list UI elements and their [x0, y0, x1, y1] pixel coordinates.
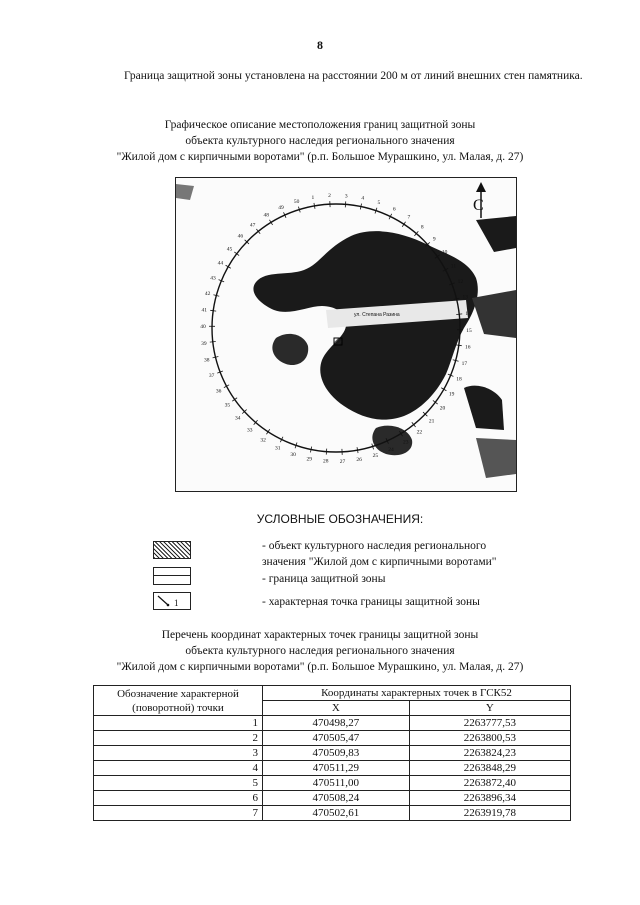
- x-cell: 470498,27: [263, 716, 410, 731]
- coords-heading-line3: "Жилой дом с кирпичными воротами" (р.п. Большое Мурашкино, ул. Малая, д. 27): [116, 661, 524, 673]
- legend-title: УСЛОВНЫЕ ОБОЗНАЧЕНИЯ:: [256, 512, 424, 526]
- boundary-point-label: 5: [377, 200, 381, 207]
- boundary-point-label: 27: [339, 458, 346, 465]
- north-arrow-icon: [473, 182, 486, 218]
- point-cell: 1: [94, 716, 263, 731]
- boundary-point-label: 1: [311, 195, 315, 202]
- boundary-point-label: 26: [356, 456, 362, 463]
- table-row: [94, 791, 571, 806]
- legend-boundary-symbol: [153, 567, 191, 585]
- x-cell: 470505,47: [263, 731, 410, 746]
- boundary-point-label: 10: [441, 249, 448, 256]
- zone-map: [175, 177, 517, 492]
- table-row: [94, 716, 571, 731]
- boundary-point-label: 42: [204, 291, 211, 298]
- boundary-point-label: 37: [208, 373, 215, 380]
- legend-item-boundary: - граница защитной зоны: [262, 573, 386, 585]
- y-cell: 2263848,29: [409, 761, 570, 776]
- boundary-point-label: 21: [428, 418, 435, 425]
- boundary-point-label: 4: [361, 195, 365, 202]
- coords-heading: [0, 627, 640, 675]
- table-row: [94, 731, 571, 746]
- boundary-point-label: 20: [439, 405, 446, 412]
- zone-map-drawing: [176, 178, 516, 491]
- boundary-point-label: 25: [372, 453, 379, 460]
- table-header-group: Координаты характерных точек в ГСК52: [263, 686, 571, 701]
- boundary-point-label: 39: [201, 340, 207, 347]
- intro-paragraph: Граница защитной зоны установлена на расстоянии 200 м от линий внешних стен памятника.: [124, 70, 583, 82]
- coords-heading-line1: Перечень координат характерных точек границы защитной зоны: [161, 629, 479, 641]
- x-cell: 470509,83: [263, 746, 410, 761]
- boundary-point-label: 23: [402, 439, 409, 446]
- boundary-point-label: 18: [456, 376, 462, 383]
- boundary-point-label: 46: [237, 233, 244, 240]
- boundary-point-label: 49: [278, 204, 284, 211]
- boundary-point-tick: [314, 203, 315, 209]
- y-cell: 2263824,23: [409, 746, 570, 761]
- boundary-point-tick: [210, 310, 216, 311]
- boundary-point-label: 35: [224, 402, 231, 409]
- boundary-point-label: 6: [392, 206, 396, 213]
- monument-marker: [334, 338, 342, 345]
- table-body: [94, 716, 571, 821]
- table-row: [94, 776, 571, 791]
- boundary-point-label: 22: [416, 429, 423, 436]
- boundary-point-label: 9: [432, 236, 436, 243]
- page-number: 8: [317, 38, 323, 52]
- boundary-point-label: 2: [328, 193, 331, 200]
- boundary-point-label: 41: [201, 307, 208, 314]
- boundary-point-label: 3: [344, 193, 348, 200]
- legend-monument-symbol: [153, 541, 191, 559]
- point-cell: 5: [94, 776, 263, 791]
- boundary-point-label: 32: [260, 437, 266, 444]
- street-label: ул. Степана Разина: [354, 312, 400, 318]
- legend-item-monument-line2: значения "Жилой дом с кирпичными воротами": [262, 556, 497, 568]
- x-cell: 470508,24: [263, 791, 410, 806]
- y-cell: 2263919,78: [409, 806, 570, 821]
- point-cell: 7: [94, 806, 263, 821]
- boundary-point-label: 38: [203, 357, 210, 364]
- legend-item-monument-line1: - объект культурного наследия регионального: [262, 540, 487, 552]
- coordinates-table: [93, 685, 571, 821]
- x-cell: 470511,29: [263, 761, 410, 776]
- x-cell: 470502,61: [263, 806, 410, 821]
- point-cell: 2: [94, 731, 263, 746]
- boundary-point-label: 34: [235, 415, 241, 422]
- point-cell: 6: [94, 791, 263, 806]
- boundary-point-label: 14: [465, 311, 471, 318]
- table-row: [94, 806, 571, 821]
- boundary-point-label: 17: [461, 360, 468, 367]
- boundary-point-tick: [456, 345, 462, 346]
- map-heading-line1: Графическое описание местоположения границ защитной зоны: [164, 119, 476, 131]
- boundary-point-label: 48: [263, 212, 270, 219]
- boundary-point-tick: [357, 447, 358, 453]
- map-heading-line2: объекта культурного наследия регионального значения: [185, 135, 455, 147]
- y-cell: 2263896,34: [409, 791, 570, 806]
- map-heading: [0, 117, 640, 165]
- legend-item-point: - характерная точка границы защитной зоны: [262, 596, 480, 608]
- boundary-point-label: 7: [407, 214, 411, 221]
- boundary-point-label: 11: [450, 263, 457, 270]
- boundary-point-label: 19: [448, 391, 455, 398]
- legend-point-symbol: [153, 592, 191, 610]
- boundary-point-label: 12: [457, 278, 464, 285]
- table-header-row: [94, 686, 571, 701]
- boundary-point-label: 15: [466, 327, 472, 334]
- boundary-point-tick: [210, 341, 216, 342]
- y-cell: 2263777,53: [409, 716, 570, 731]
- boundary-point-label: 44: [217, 260, 224, 267]
- y-cell: 2263800,53: [409, 731, 570, 746]
- boundary-point-label: 16: [464, 344, 471, 351]
- y-cell: 2263872,40: [409, 776, 570, 791]
- map-heading-line3: "Жилой дом с кирпичными воротами" (р.п. Большое Мурашкино, ул. Малая, д. 27): [116, 151, 524, 163]
- point-cell: 3: [94, 746, 263, 761]
- boundary-point-label: 28: [323, 458, 329, 465]
- point-marker-icon: [154, 593, 190, 609]
- boundary-point-label: 40: [200, 324, 206, 331]
- map-terrain: [176, 184, 516, 478]
- boundary-point-label: 45: [226, 246, 233, 253]
- x-cell: 470511,00: [263, 776, 410, 791]
- boundary-point-label: 8: [420, 224, 424, 231]
- coords-heading-line2: объекта культурного наследия регионального значения: [185, 645, 455, 657]
- legend-item-monument: [262, 538, 497, 570]
- boundary-point-label: 43: [210, 275, 216, 282]
- point-cell: 4: [94, 761, 263, 776]
- north-label: С: [473, 197, 484, 214]
- boundary-point-label: 24: [388, 447, 394, 454]
- boundary-point-label: 50: [293, 198, 300, 205]
- boundary-point-label: 33: [247, 427, 253, 434]
- boundary-point-label: 13: [462, 294, 469, 301]
- boundary-point-label: 31: [274, 445, 281, 452]
- table-header-point: Обозначение характерной (поворотной) точки: [94, 686, 263, 716]
- table-header-y: Y: [409, 701, 570, 716]
- boundary-point-label: 29: [306, 456, 313, 463]
- legend-point-label: 1: [174, 598, 179, 608]
- boundary-point-label: 30: [290, 451, 296, 458]
- boundary-point-label: 47: [249, 222, 256, 229]
- table-row: [94, 761, 571, 776]
- table-header-x: X: [263, 701, 410, 716]
- table-row: [94, 746, 571, 761]
- boundary-point-label: 36: [215, 388, 222, 395]
